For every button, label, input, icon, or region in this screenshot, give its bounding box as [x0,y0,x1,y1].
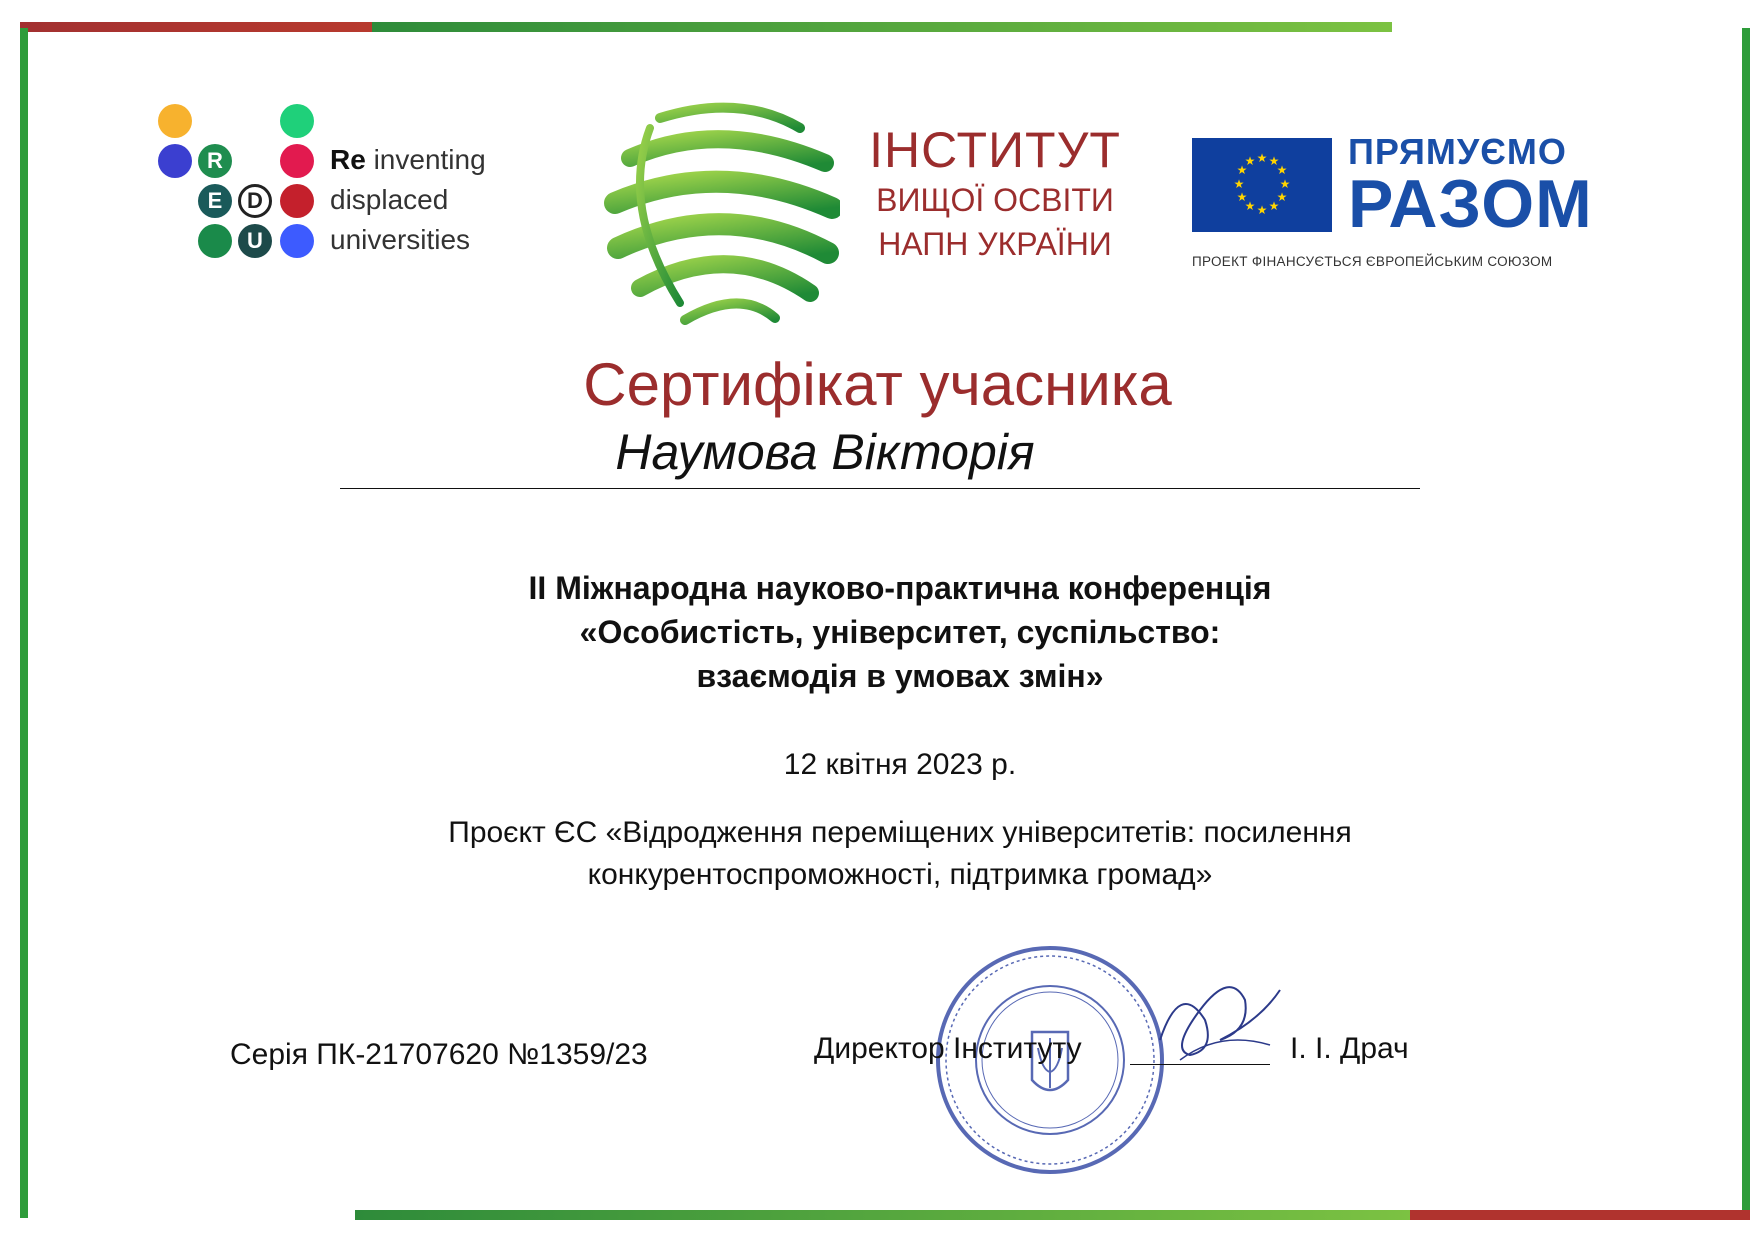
logo-dot-icon [158,144,192,178]
signer-name: І. І. Драч [1290,1032,1409,1065]
redu-line3: universities [330,224,471,255]
institute-globe-icon [600,88,840,328]
svg-text:★: ★ [1256,151,1268,165]
logo-dot-icon [280,184,314,218]
svg-text:★: ★ [1233,177,1245,191]
frame-top-red [20,22,380,32]
logo-dot-icon [280,144,314,178]
conference-line1: ІІ Міжнародна науково-практична конференція [528,570,1272,606]
conference-line2: «Особистість, університет, суспільство: [579,614,1221,650]
logo-dot-icon [158,104,192,138]
conference-line3: взаємодія в умовах змін» [696,658,1104,694]
eu-title-1: ПРЯМУЄМО [1348,131,1567,172]
frame-bottom-red [1410,1210,1750,1220]
svg-text:★: ★ [1268,199,1280,213]
institute-line3: НАПН УКРАЇНИ [878,226,1112,262]
eu-caption: ПРОЕКТ ФІНАНСУЄТЬСЯ ЄВРОПЕЙСЬКИМ СОЮЗОМ [1192,254,1553,269]
conference-date: 12 квітня 2023 р. [783,748,1017,781]
svg-text:★: ★ [1279,177,1291,191]
signature-icon [1150,960,1290,1080]
svg-text:★: ★ [1236,163,1248,177]
eu-title-2: РАЗОМ [1348,166,1593,242]
frame-top-green [372,22,1392,32]
svg-text:★: ★ [1268,154,1280,168]
svg-text:★: ★ [1256,203,1268,217]
logo-dot-icon [280,224,314,258]
institute-line2: ВИЩОЇ ОСВІТИ [876,182,1114,218]
project-line2: конкурентоспроможності, підтримка громад» [587,858,1213,891]
director-label: Директор Інституту [814,1032,1082,1065]
logo-letter-r: R [198,144,232,178]
svg-text:★: ★ [1236,190,1248,204]
logo-letter-e: E [198,184,232,218]
logo-dot-icon [198,224,232,258]
redu-line1-bold: Re [330,144,366,175]
recipient-name: Наумова Вікторія [615,424,1035,480]
conference-title [0,566,1755,698]
svg-text:★: ★ [1244,154,1256,168]
logo-letter-d: D [238,184,272,218]
svg-text:★: ★ [1244,199,1256,213]
svg-text:★: ★ [1276,190,1288,204]
certificate-title: Сертифікат учасника [583,351,1172,418]
eu-flag-icon [1192,138,1332,232]
svg-text:★: ★ [1276,163,1288,177]
eu-slogan [1348,131,1593,242]
frame-bottom-green [355,1210,1415,1220]
institute-title: ІНСТИТУТ [869,122,1121,178]
redu-line2: displaced [330,184,449,215]
redu-wordmark [330,140,486,260]
project-line1: Проєкт ЄС «Відродження переміщених університетів: посилення [448,816,1352,849]
logo-letter-u: U [238,224,272,258]
signature-line [1130,1064,1270,1065]
redu-logo [150,100,530,270]
name-underline [340,488,1420,489]
redu-line1-rest: inventing [365,144,486,175]
institute-name [860,122,1130,266]
project-description [0,812,1755,896]
certificate-series: Серія ПК-21707620 №1359/23 [230,1038,648,1071]
logo-dot-icon [280,104,314,138]
